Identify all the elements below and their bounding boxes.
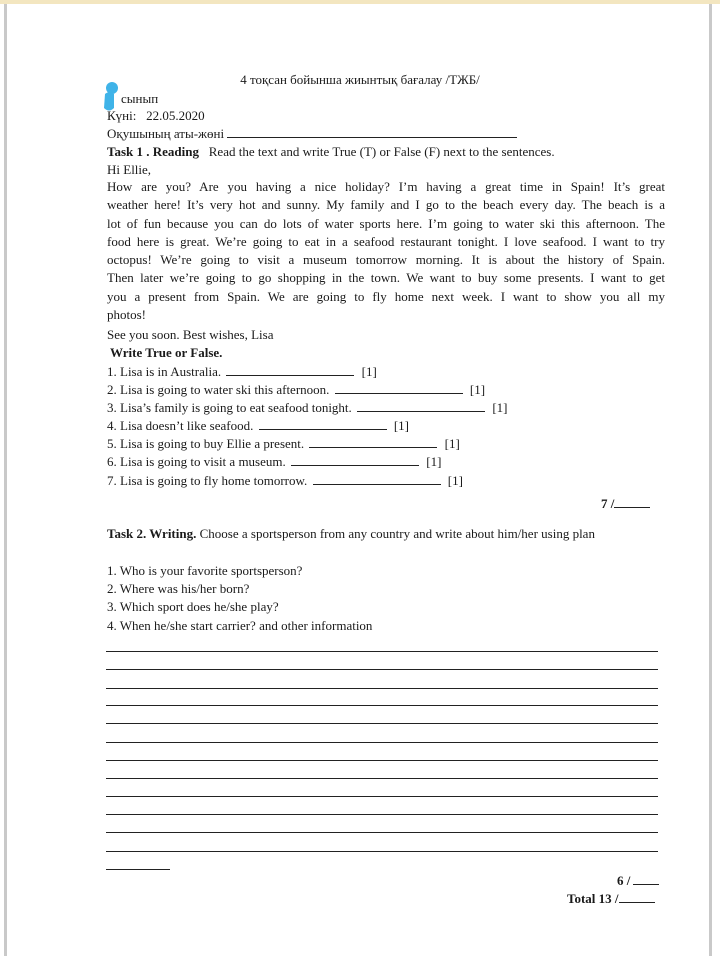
writing-line[interactable] bbox=[106, 832, 658, 833]
answer-field[interactable] bbox=[226, 363, 354, 376]
date-label: Күні: bbox=[107, 108, 137, 123]
task1-header bbox=[107, 143, 555, 161]
task2-score-field[interactable] bbox=[633, 872, 659, 885]
task1-score-field[interactable] bbox=[614, 495, 650, 508]
task2-title: Task 2. Writing. bbox=[107, 526, 197, 541]
question-text: 7. Lisa is going to fly home tomorrow. bbox=[107, 473, 308, 488]
writing-line[interactable] bbox=[106, 778, 658, 779]
paragraph-line: Then later we’re going to go shopping in the town. We want to buy some presents. I want to get bbox=[107, 270, 665, 286]
task1-score-label: 7 / bbox=[601, 496, 615, 511]
question-text: 5. Lisa is going to buy Ellie a present. bbox=[107, 436, 305, 451]
paragraph-line: you a present from Spain. We are going to fly home next week. I want to show you all my bbox=[107, 288, 665, 304]
question-mark: [1] bbox=[444, 436, 460, 451]
task1-score bbox=[601, 495, 650, 513]
writing-line[interactable] bbox=[106, 760, 658, 761]
task2-header bbox=[107, 525, 595, 543]
task2-instruction: Choose a sportsperson from any country and write about him/her using plan bbox=[199, 526, 595, 541]
question-row bbox=[107, 417, 409, 435]
paragraph-line: food here is great. We’re going to eat in a seafood restaurant tonight. I love seafood. I want to try bbox=[107, 233, 665, 249]
writing-line[interactable] bbox=[106, 742, 658, 743]
answer-field[interactable] bbox=[291, 453, 419, 466]
date-row bbox=[107, 107, 205, 125]
letter-greeting: Hi Ellie, bbox=[107, 162, 152, 177]
document-title: 4 тоқсан бойынша жиынтық бағалау /ТЖБ/ bbox=[240, 72, 480, 87]
total-score-field[interactable] bbox=[619, 890, 655, 903]
plan-item: 3. Which sport does he/she play? bbox=[107, 599, 279, 614]
answer-field[interactable] bbox=[309, 435, 437, 448]
student-name-row bbox=[107, 125, 517, 143]
question-row bbox=[107, 363, 377, 381]
student-name-label: Оқушының аты-жөні bbox=[107, 126, 225, 141]
question-row bbox=[107, 435, 460, 453]
task2-score-label: 6 / bbox=[617, 873, 631, 888]
question-mark: [1] bbox=[447, 473, 463, 488]
paragraph-line: photos! bbox=[107, 307, 146, 323]
question-text: 1. Lisa is in Australia. bbox=[107, 364, 222, 379]
question-row bbox=[107, 472, 463, 490]
question-row bbox=[107, 453, 441, 471]
writing-line[interactable] bbox=[106, 651, 658, 652]
question-text: 4. Lisa doesn’t like seafood. bbox=[107, 418, 254, 433]
class-label: сынып bbox=[121, 91, 159, 106]
writing-line[interactable] bbox=[106, 796, 658, 797]
answer-field[interactable] bbox=[313, 472, 441, 485]
student-name-field[interactable] bbox=[227, 125, 517, 138]
writing-line[interactable] bbox=[106, 723, 658, 724]
task1-title: Task 1 . Reading bbox=[107, 144, 199, 159]
plan-item: 1. Who is your favorite sportsperson? bbox=[107, 563, 303, 578]
question-mark: [1] bbox=[469, 382, 486, 397]
answer-field[interactable] bbox=[335, 381, 463, 394]
question-text: 6. Lisa is going to visit a museum. bbox=[107, 454, 286, 469]
plan-item: 4. When he/she start carrier? and other information bbox=[107, 618, 373, 633]
question-row bbox=[107, 381, 485, 399]
question-row bbox=[107, 399, 507, 417]
writing-line[interactable] bbox=[106, 705, 658, 706]
true-false-subheading: Write True or False. bbox=[110, 345, 223, 360]
paragraph-line: weather here! It’s very hot and sunny. My family and I go to the beach every day. The beach is a bbox=[107, 197, 665, 213]
writing-line[interactable] bbox=[106, 688, 658, 689]
date-value: 22.05.2020 bbox=[146, 108, 205, 123]
paragraph-line: octopus! We’re going to visit a museum tomorrow morning. It is about the history of Spain. bbox=[107, 252, 665, 268]
paragraph-line: lot of fun because you can do lots of water sports here. I’m going to water ski this afternoon. The bbox=[107, 215, 665, 231]
task1-instruction: Read the text and write True (T) or False (F) next to the sentences. bbox=[208, 144, 555, 159]
letter-paragraph bbox=[107, 178, 665, 324]
question-mark: [1] bbox=[492, 400, 508, 415]
writing-line[interactable] bbox=[106, 814, 658, 815]
writing-line-end[interactable] bbox=[106, 869, 170, 870]
question-mark: [1] bbox=[361, 364, 377, 379]
total-score-label: Total 13 / bbox=[567, 891, 619, 906]
answer-field[interactable] bbox=[259, 417, 387, 430]
task2-score bbox=[617, 872, 659, 890]
writing-line[interactable] bbox=[106, 669, 658, 670]
question-mark: [1] bbox=[393, 418, 410, 433]
plan-item: 2. Where was his/her born? bbox=[107, 581, 250, 596]
writing-line[interactable] bbox=[106, 851, 658, 852]
question-text: 2. Lisa is going to water ski this afternoon. bbox=[107, 382, 330, 397]
total-score bbox=[567, 890, 655, 908]
letter-signoff: See you soon. Best wishes, Lisa bbox=[107, 327, 274, 342]
paragraph-line: How are you? Are you having a nice holiday? I’m having a great time in Spain! It’s great bbox=[107, 179, 665, 194]
answer-field[interactable] bbox=[357, 399, 485, 412]
question-mark: [1] bbox=[426, 454, 442, 469]
question-text: 3. Lisa’s family is going to eat seafood tonight. bbox=[107, 400, 352, 415]
